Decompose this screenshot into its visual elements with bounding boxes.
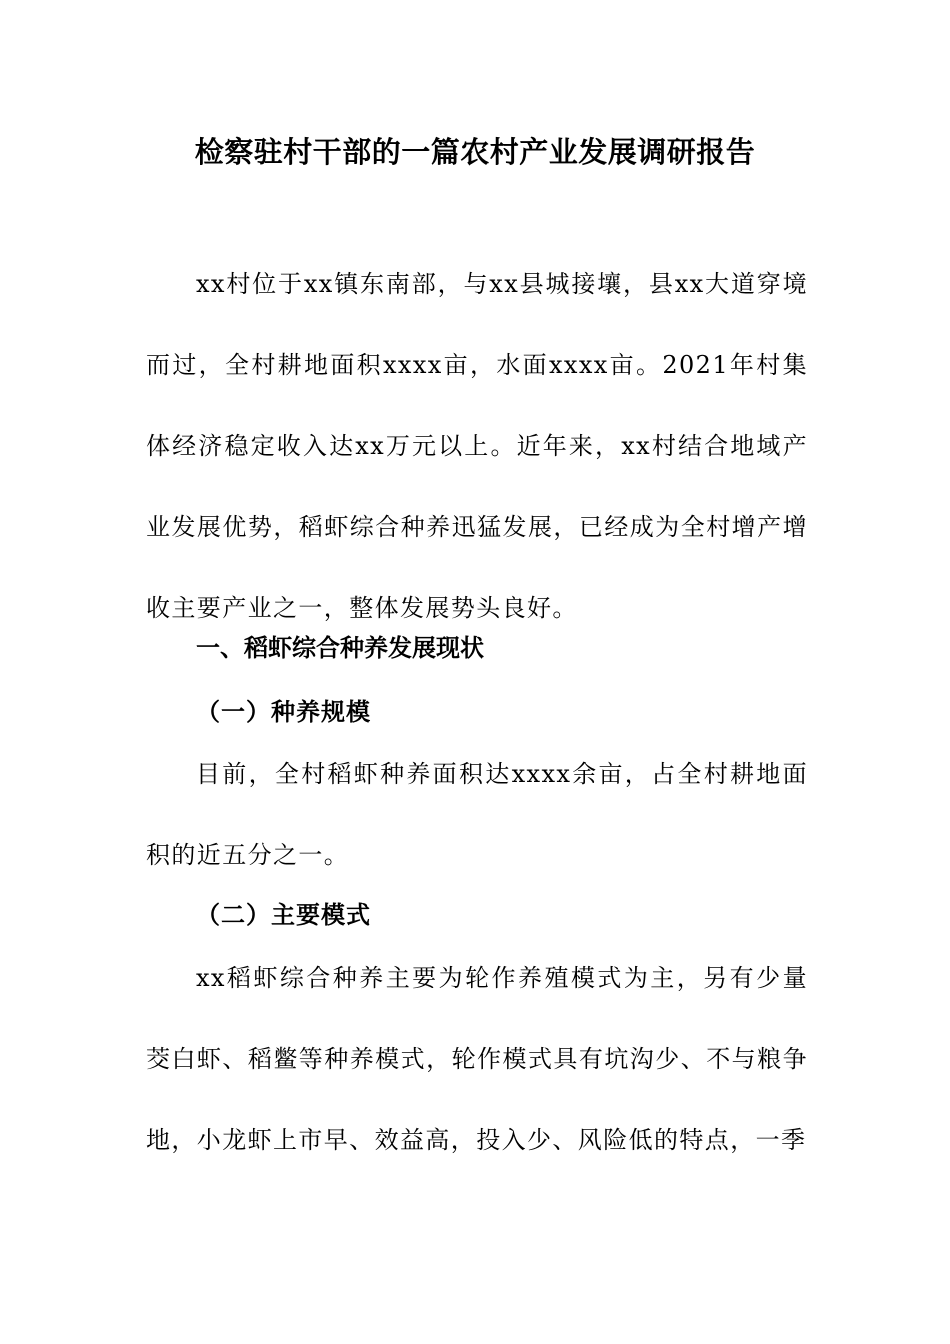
scale-paragraph: 目前，全村稻虾种养面积达xxxx余亩，占全村耕地面积的近五分之一。 [146, 760, 808, 869]
section-heading: 一、稻虾综合种养发展现状 [196, 634, 484, 662]
mode-paragraph: xx稻虾综合种养主要为轮作养殖模式为主，另有少量茭白虾、稻鳖等种养模式，轮作模式具有坑沟少、不与粮争地，小龙虾上市早、效益高，投入少、风险低的特点，一季 [146, 964, 808, 1154]
subsection-heading-scale: （一）种养规模 [196, 697, 371, 726]
document-title: 检察驻村干部的一篇农村产业发展调研报告 [194, 135, 756, 169]
subsection-heading-mode: （二）主要模式 [196, 900, 371, 929]
intro-paragraph: xx村位于xx镇东南部，与xx县城接壤，县xx大道穿境而过，全村耕地面积xxxx亩，水面xxxx亩。2021年村集体经济稳定收入达xx万元以上。近年来，xx村结合地域产业发展优势，稻虾综合种养迅猛发展，已经成为全村增产增收主要产业之一，整体发展势头良好。 [146, 270, 808, 622]
